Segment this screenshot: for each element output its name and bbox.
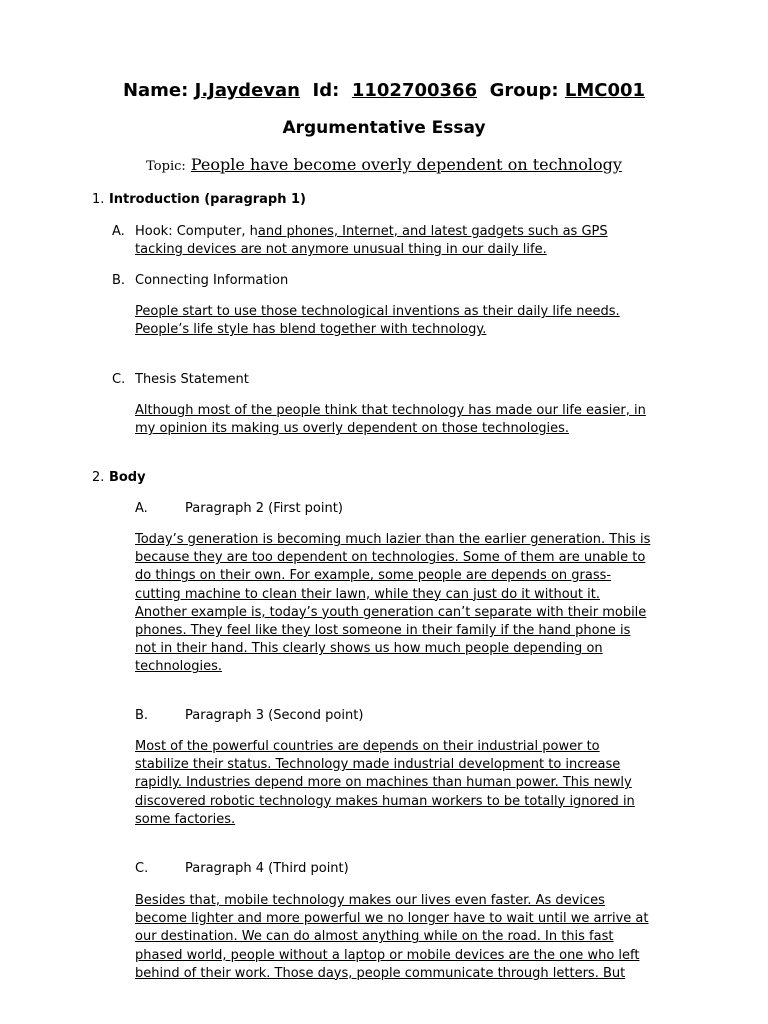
section-2-number: 2.: [92, 470, 105, 485]
paragraph-3-marker: B.: [135, 708, 149, 723]
thesis-label: Thesis Statement: [135, 372, 249, 387]
name-value: J.Jaydevan: [194, 80, 300, 101]
paragraph-4-line: Besides that, mobile technology makes our lives even faster. As devices: [135, 893, 605, 908]
paragraph-2-item: [135, 501, 343, 516]
hook-line-2: tacking devices are not anymore unusual thing in our daily life.: [135, 242, 547, 257]
paragraph-4-text: [135, 892, 695, 983]
paragraph-3-line: Most of the powerful countries are depends on their industrial power to: [135, 739, 600, 754]
paragraph-4-line: behind of their work. Those days, people communicate through letters. But: [135, 965, 626, 981]
id-label: Id:: [312, 80, 340, 101]
connecting-label: Connecting Information: [135, 273, 289, 288]
thesis-item: [112, 372, 249, 387]
hook-item: [112, 224, 608, 239]
paragraph-3-line: rapidly. Industries depend more on machines than human power. This newly: [135, 775, 632, 791]
paragraph-3-line: discovered robotic technology makes human workers to be totally ignored in: [135, 793, 635, 809]
paragraph-2-label: Paragraph 2 (First point): [185, 501, 343, 516]
paragraph-2-line: Another example is, today’s youth generation can’t separate with their mobile: [135, 604, 647, 620]
connecting-line: People’s life style has blend together with technology.: [135, 322, 487, 338]
hook-line-1: and phones, Internet, and latest gadgets such as GPS: [257, 224, 608, 239]
topic-line: [0, 155, 768, 174]
paragraph-2-line: cutting machine to clean their lawn, while they can just do it without it.: [135, 586, 600, 602]
connecting-paragraph: [135, 303, 695, 339]
paragraph-3-line: some factories.: [135, 811, 236, 827]
connecting-line: People start to use those technological inventions as their daily life needs.: [135, 304, 620, 319]
section-1-title: Introduction (paragraph 1): [108, 192, 307, 207]
paragraph-4-marker: C.: [135, 861, 149, 876]
paragraph-2-text: [135, 531, 695, 677]
topic-value: People have become overly dependent on technology: [190, 155, 622, 174]
paragraph-4-item: [135, 861, 349, 876]
essay-title: Argumentative Essay: [282, 118, 486, 138]
section-1-number: 1.: [92, 192, 105, 207]
paragraph-4-label: Paragraph 4 (Third point): [185, 861, 349, 876]
paragraph-2-line: phones. They feel like they lost someone in their family if the hand phone is: [135, 623, 631, 639]
paragraph-3-label: Paragraph 3 (Second point): [185, 708, 364, 723]
paragraph-2-marker: A.: [135, 501, 148, 516]
paragraph-2-line: Today’s generation is becoming much lazier than the earlier generation. This is: [135, 532, 651, 547]
name-label: Name:: [122, 80, 189, 101]
paragraph-2-line: do things on their own. For example, some people are depends on grass-: [135, 568, 612, 584]
hook-continuation: [135, 241, 695, 259]
section-2-heading: [92, 470, 146, 485]
id-value: 1102700366: [351, 80, 478, 101]
paragraph-2-line: because they are too dependent on technologies. Some of them are unable to: [135, 550, 646, 566]
paragraph-3-item: [135, 708, 363, 723]
thesis-line: my opinion its making us overly dependent on those technologies.: [135, 421, 570, 437]
section-1-heading: [92, 192, 306, 207]
hook-label: Hook: Computer, h: [135, 224, 258, 239]
paragraph-4-line: our destination. We can do almost anything while on the road. In this fast: [135, 929, 614, 945]
paragraph-2-line: technologies.: [135, 659, 223, 675]
connecting-item: [112, 273, 288, 288]
thesis-marker: C.: [112, 372, 126, 387]
connecting-marker: B.: [112, 273, 126, 288]
student-header: [0, 80, 768, 101]
paragraph-2-line: not in their hand. This clearly shows us how much people depending on: [135, 641, 603, 657]
group-label: Group:: [489, 80, 559, 101]
thesis-line: Although most of the people think that technology has made our life easier, in: [135, 403, 646, 418]
group-value: LMC001: [564, 80, 646, 101]
paragraph-4-line: become lighter and more powerful we no longer have to wait until we arrive at: [135, 911, 649, 927]
section-2-title: Body: [108, 470, 146, 485]
paragraph-3-line: stabilize their status. Technology made industrial development to increase: [135, 757, 621, 773]
hook-marker: A.: [112, 224, 125, 239]
topic-label: Topic:: [146, 159, 186, 174]
paragraph-4-line: phased world, people without a laptop or mobile devices are the one who left: [135, 947, 640, 963]
thesis-paragraph: [135, 402, 695, 438]
paragraph-3-text: [135, 738, 695, 829]
